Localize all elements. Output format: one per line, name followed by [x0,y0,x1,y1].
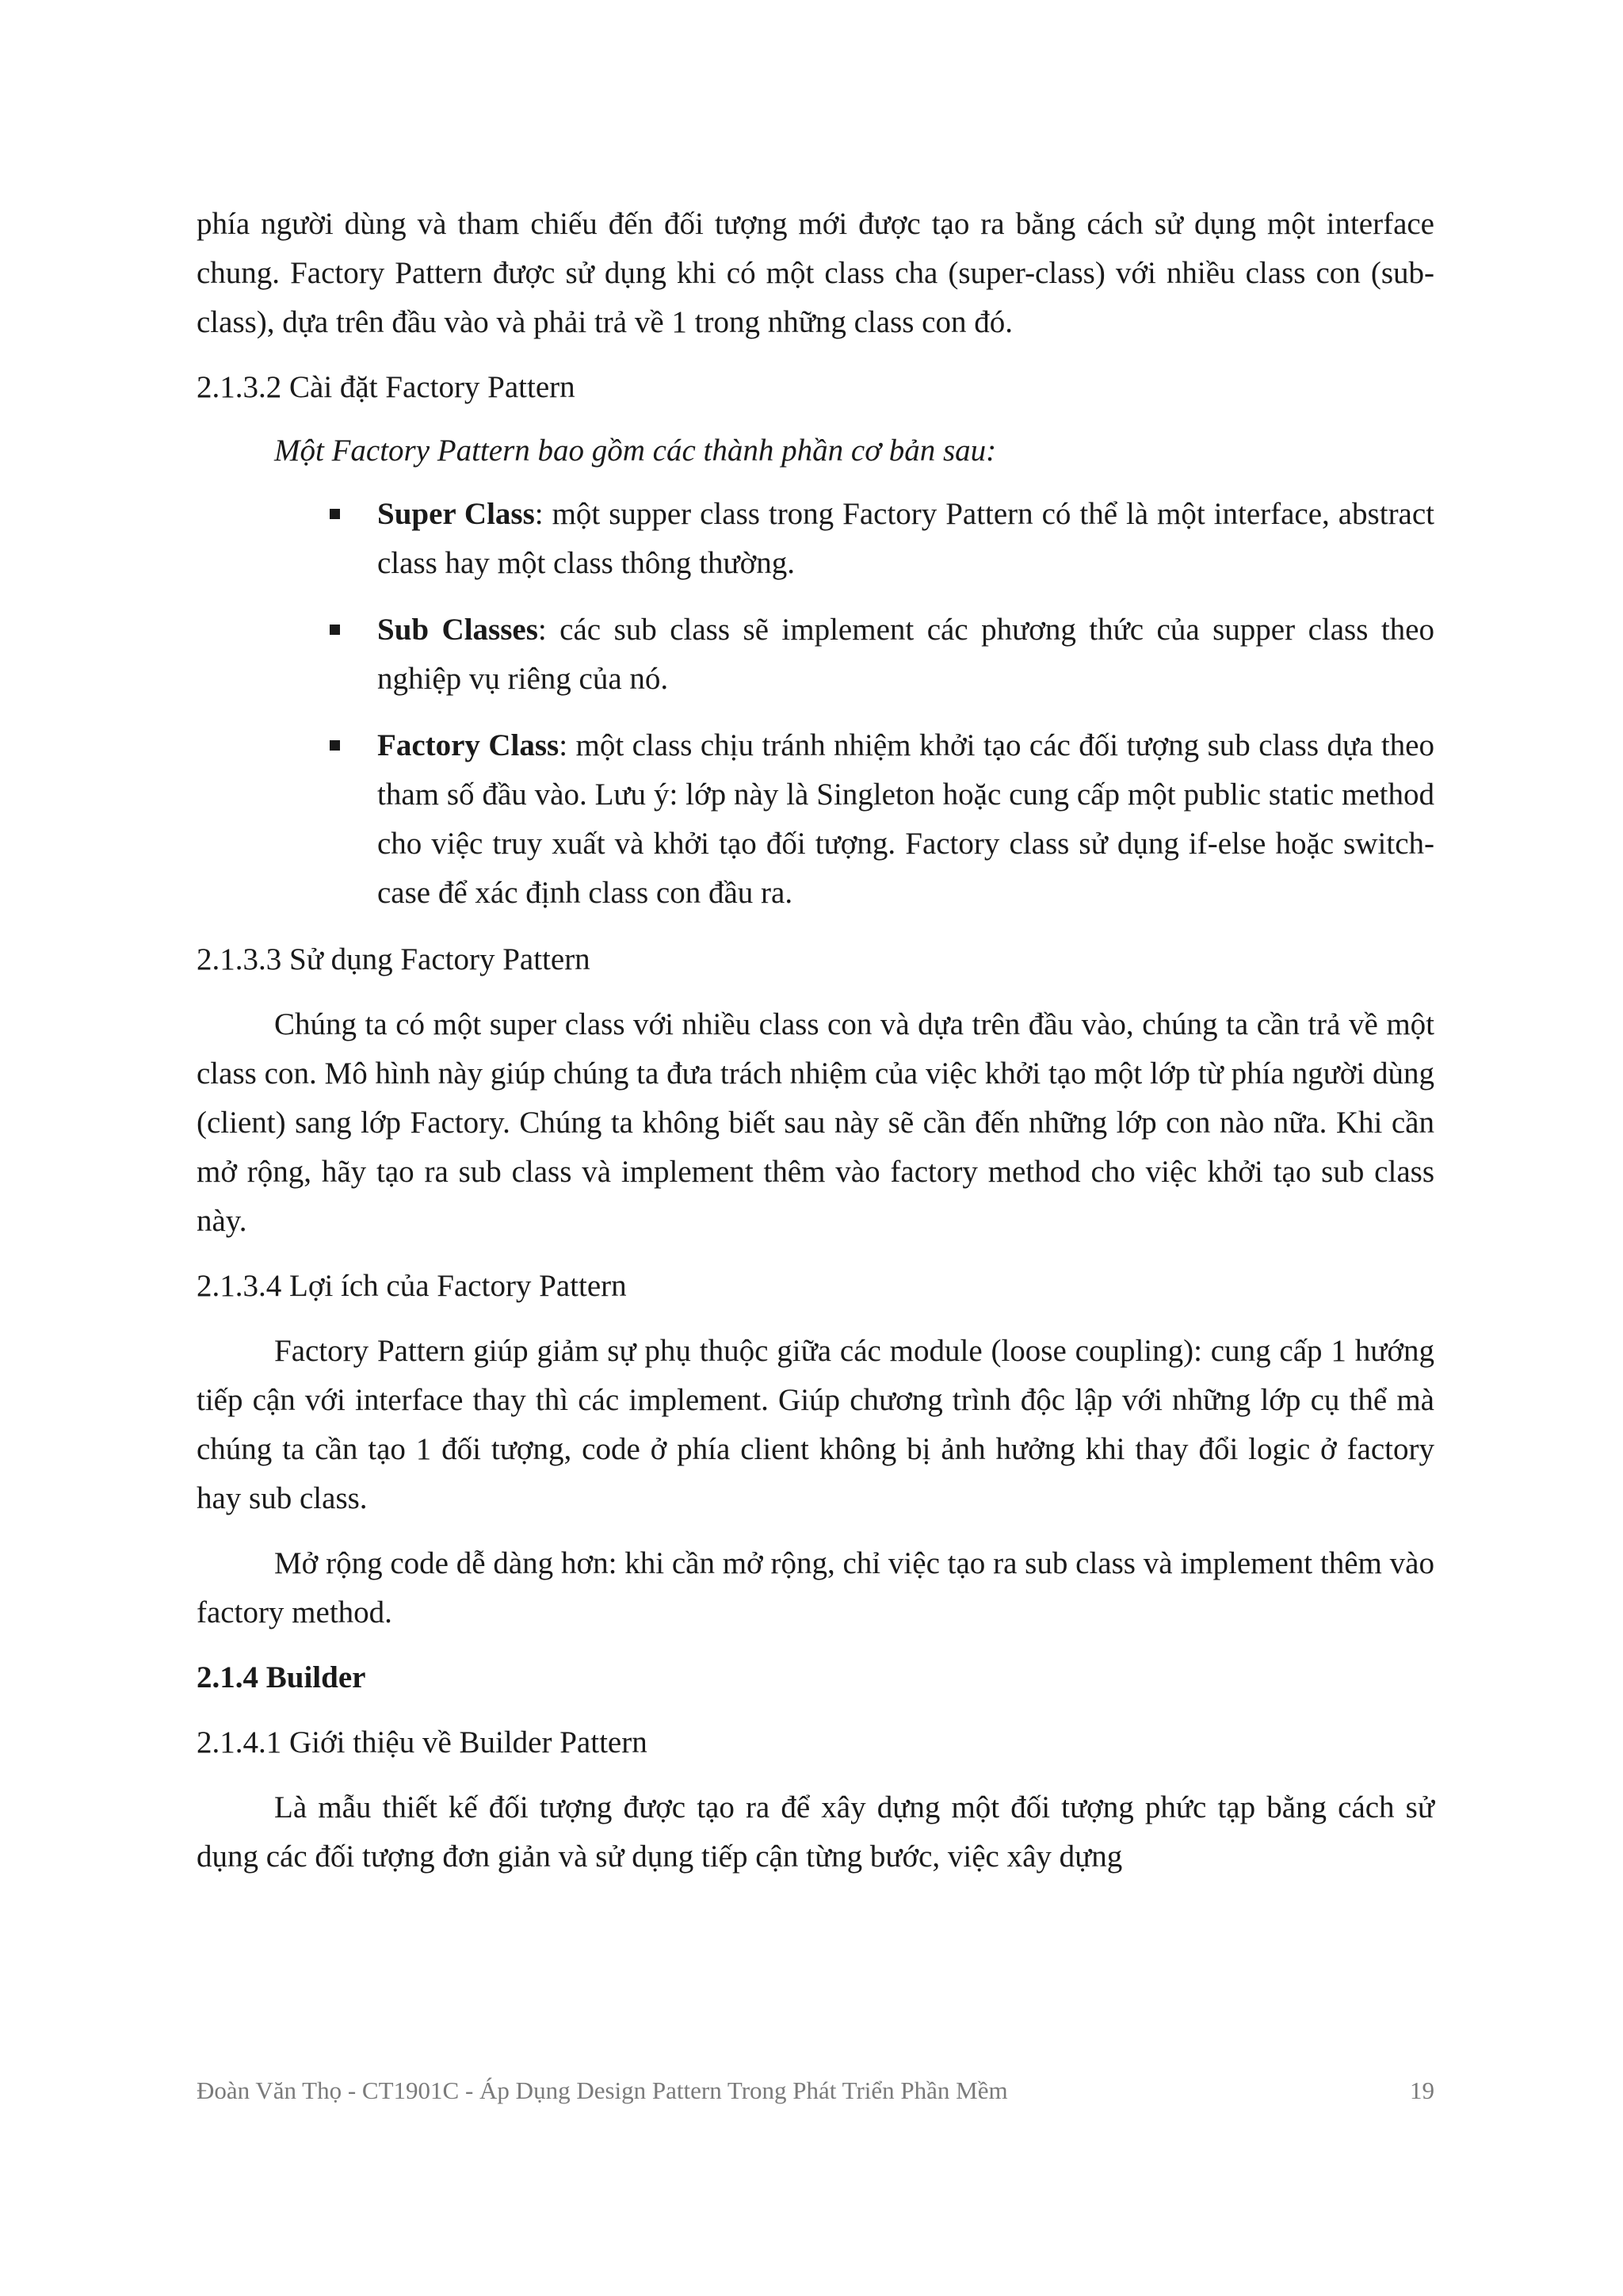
heading-2-1-3-3: 2.1.3.3 Sử dụng Factory Pattern [197,942,590,976]
list-item-factory-class [197,721,1434,918]
heading-2-1-4-1: 2.1.4.1 Giới thiệu về Builder Pattern [197,1725,647,1759]
components-intro: Một Factory Pattern bao gồm các thành phần cơ bản sau: [274,434,997,468]
footer-text: Đoàn Văn Thọ - CT1901C - Áp Dụng Design Pattern Trong Phát Triển Phần Mềm [197,2076,1008,2104]
benefits-paragraph-1: Factory Pattern giúp giảm sự phụ thuộc giữa các module (loose coupling): cung cấp 1 hướng tiếp cận với interface thay thì các implement. Giúp chương trình độc lập với những lớp cụ thể mà chúng ta cần tạo 1 đối tượng, code ở phía client không bị ảnh hưởng khi thay đổi logic ở factory hay sub class. [197,1334,1434,1515]
document-body [197,200,1434,1881]
bullet-square-icon [330,509,340,519]
desc-sub-classes: : các sub class sẽ implement các phương thức của supper class theo nghiệp vụ riêng của nó. [377,613,1434,696]
desc-super-class: : một supper class trong Factory Pattern có thể là một interface, abstract class hay một class thông thường. [377,497,1435,580]
list-item-sub-classes [197,606,1434,704]
builder-intro-paragraph: Là mẫu thiết kế đối tượng được tạo ra để xây dựng một đối tượng phức tạp bằng cách sử dụng các đối tượng đơn giản và sử dụng tiếp cận từng bước, việc xây dựng [197,1790,1434,1874]
page-footer [197,2076,1434,2105]
bullet-square-icon [330,625,340,635]
term-sub-classes: Sub Classes [377,613,538,647]
components-list [197,490,1434,918]
usage-paragraph: Chúng ta có một super class với nhiều class con và dựa trên đầu vào, chúng ta cần trả về một class con. Mô hình này giúp chúng ta đưa trách nhiệm của việc khởi tạo một lớp từ phía người dùng (client) sang lớp Factory. Chúng ta không biết sau này sẽ cần đến những lớp con nào nữa. Khi cần mở rộng, hãy tạo ra sub class và implement thêm vào factory method cho việc khởi tạo sub class này. [197,1007,1434,1238]
term-super-class: Super Class [377,497,535,531]
heading-2-1-3-2: 2.1.3.2 Cài đặt Factory Pattern [197,370,575,404]
term-factory-class: Factory Class [377,728,559,762]
desc-factory-class: : một class chịu tránh nhiệm khởi tạo các đối tượng sub class dựa theo tham số đầu vào. Lưu ý: lớp này là Singleton hoặc cung cấp một public static method cho việc truy xuất và khởi tạo đối tượng. Factory class sử dụng if-else hoặc switch-case để xác định class con đầu ra. [377,728,1434,910]
benefits-paragraph-2: Mở rộng code dễ dàng hơn: khi cần mở rộng, chỉ việc tạo ra sub class và implement thêm vào factory method. [197,1546,1434,1629]
heading-2-1-3-4: 2.1.3.4 Lợi ích của Factory Pattern [197,1269,627,1303]
bullet-square-icon [330,740,340,751]
heading-2-1-4: 2.1.4 Builder [197,1660,366,1694]
list-item-super-class [197,490,1434,588]
intro-paragraph: phía người dùng và tham chiếu đến đối tượng mới được tạo ra bằng cách sử dụng một interface chung. Factory Pattern được sử dụng khi có một class cha (super-class) với nhiều class con (sub-class), dựa trên đầu vào và phải trả về 1 trong những class con đó. [197,207,1434,339]
page-number: 19 [1410,2076,1434,2104]
